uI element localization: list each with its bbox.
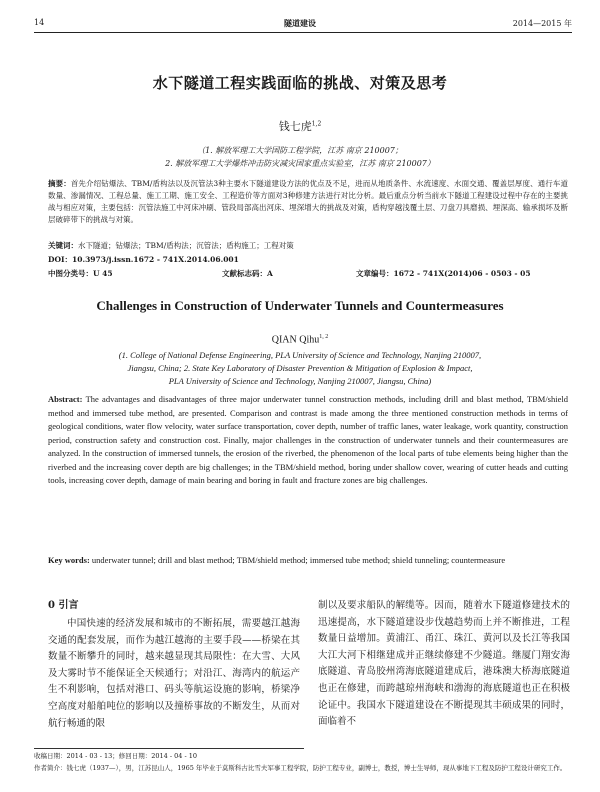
footnote-received: 收稿日期：2014 - 03 - 13；修回日期：2014 - 04 - 10 <box>34 752 197 760</box>
affiliation-en-3: PLA University of Science and Technology, Nanjing 210007, Jiangsu, China) <box>168 376 432 386</box>
abstract-cn-text: 首先介绍钻爆法、TBM/盾构法以及沉管法3种主要水下隧道建设方法的优点及不足，进而从地质条件、水流速度、水面交通、覆盖层厚度、通行车道数量、渗漏情况、工程总量、施工工期、施工安全、工程造价等方面对3种修建方法进行对比分析。最后重点分析当前水下隧道工程建设过程中存在的主要挑战与相应对策，主要包括：沉管法施工中河床冲刷、管段局部高出河床、埋深增大的挑战及对策，盾构穿越浅覆土层、刀盘刀具磨损、埋深高、输承损坏及断层破碎带下的挑战与对策。 <box>48 179 568 224</box>
affiliation-cn-1: （1. 解放军理工大学国防工程学院，江苏 南京 210007； <box>197 146 403 155</box>
body-left-column: 中国快速的经济发展和城市的不断拓展，需要越江越海交通的配套发展，而作为越江越海的主要手段——桥梁在其数量不断攀升的同时，越来越显现其局限性：在大雪、大风及大雾时节不能保证全天候通行；对沿江、海湾内的航运产生不利影响，包括对港口、码头等航运设施的影响，桥梁净空高度对船舶吨位的影响以及撞桥事故的不断发生，从而对航行畅通的限 <box>48 618 300 729</box>
affiliation-en-2: Jiangsu, China; 2. State Key Laboratory of Disaster Prevention & Mitigation of Explosion & Impact, <box>127 363 473 373</box>
keywords-cn-label: 关键词： <box>48 241 78 250</box>
abstract-en-label: Abstract: <box>48 394 83 404</box>
author-cn <box>0 118 600 134</box>
article-id: 文章编号：1672 - 741X(2014)06 - 0503 - 05 <box>356 269 531 278</box>
abstract-cn <box>48 178 568 226</box>
affiliation-en-1: (1. College of National Defense Engineering, PLA University of Science and Technology, Nanjing 210007, <box>118 350 482 360</box>
author-cn-sup: 1,2 <box>311 120 322 128</box>
clc-number: 中图分类号：U 45 <box>48 269 113 278</box>
document-code: 文献标志码：A <box>222 269 273 278</box>
abstract-en <box>48 393 568 488</box>
author-cn-name: 钱七虎 <box>278 120 312 133</box>
doi: DOI：10.3973/j.issn.1672 - 741X.2014.06.001 <box>48 255 239 264</box>
abstract-en-text: The advantages and disadvantages of three major underwater tunnel construction methods, including drill and blast method, TBM/shield method and immersed tube method, are presented. Comparison and contrast is made among the three mentioned construction methods in terms of geological conditions, water flow velocity, water surface transportation, cover depth, number of traffic lanes, water leakage, work quantity, construction period, construction safety and construction cost. Finally, major challenges in the construction of underwater tunnels and their countermeasures are analyzed. In the construction of immersed tunnels, the erosion of the riverbed, the phenomenon of the local parts of tube elements being higher than the riverbed and the increasing cover depth are big challenges; in the TBM/shield method, boring under shallow cover, wearing of cutter heads and cutting tools, increasing cover depth, damage of main bearing and boring in fault and fracture zones are big challenges. <box>48 394 568 485</box>
abstract-cn-label: 摘要： <box>48 179 71 188</box>
title-en: Challenges in Construction of Underwater Tunnels and Countermeasures <box>96 298 504 313</box>
author-en-name: QIAN Qihu <box>271 334 320 346</box>
section-title: 0 引言 <box>48 600 79 611</box>
footnote-rule <box>34 748 304 749</box>
footnote-author: 作者简介：钱七虎（1937—），男，江苏昆山人，1965 年毕业于莫斯科古比雪夫军事工程学院，防护工程专业，副博士，教授，博士生导师，现从事地下工程及防护工程设计研究工作。 <box>34 764 567 772</box>
keywords-en-label: Key words: <box>48 555 90 565</box>
affiliation-cn-2: 2. 解放军理工大学爆炸冲击防灾减灾国家重点实验室，江苏 南京 210007） <box>165 159 435 168</box>
title-cn: 水下隧道工程实践面临的挑战、对策及思考 <box>152 74 448 92</box>
year-range: 2014—2015 年 <box>512 19 572 28</box>
keywords-en <box>48 554 568 568</box>
body-right-column: 制以及要求船队的解缆等。因而，随着水下隧道修建技术的迅速提高，水下隧道建设步伐越趋势而上并不断推进，工程数量日益增加。黄浦江、甬江、珠江、黄河以及长江等我国大江大河下相继建成并正继续修建不少隧道。继厦门翔安海底隧道、青岛胶州湾海底隧道建成后，港珠澳大桥海底隧道也正在修建，而跨越琼州海峡和渤海的海底隧道也正在积极论证中。我国水下隧道建设在不断提现其丰硕成果的同时，面临着不 <box>318 600 570 728</box>
author-en <box>0 334 600 345</box>
keywords-en-text: underwater tunnel; drill and blast method; TBM/shield method; immersed tube method; shield tunneling; countermeasure <box>91 555 506 565</box>
page-number: 14 <box>34 18 45 27</box>
keywords-cn-text: 水下隧道；钻爆法；TBM/盾构法；沉管法；盾构施工；工程对策 <box>78 241 294 250</box>
journal-name: 隧道建设 <box>284 18 316 28</box>
author-en-sup: 1, 2 <box>319 334 329 340</box>
keywords-cn <box>48 240 568 252</box>
header-rule <box>34 32 572 33</box>
